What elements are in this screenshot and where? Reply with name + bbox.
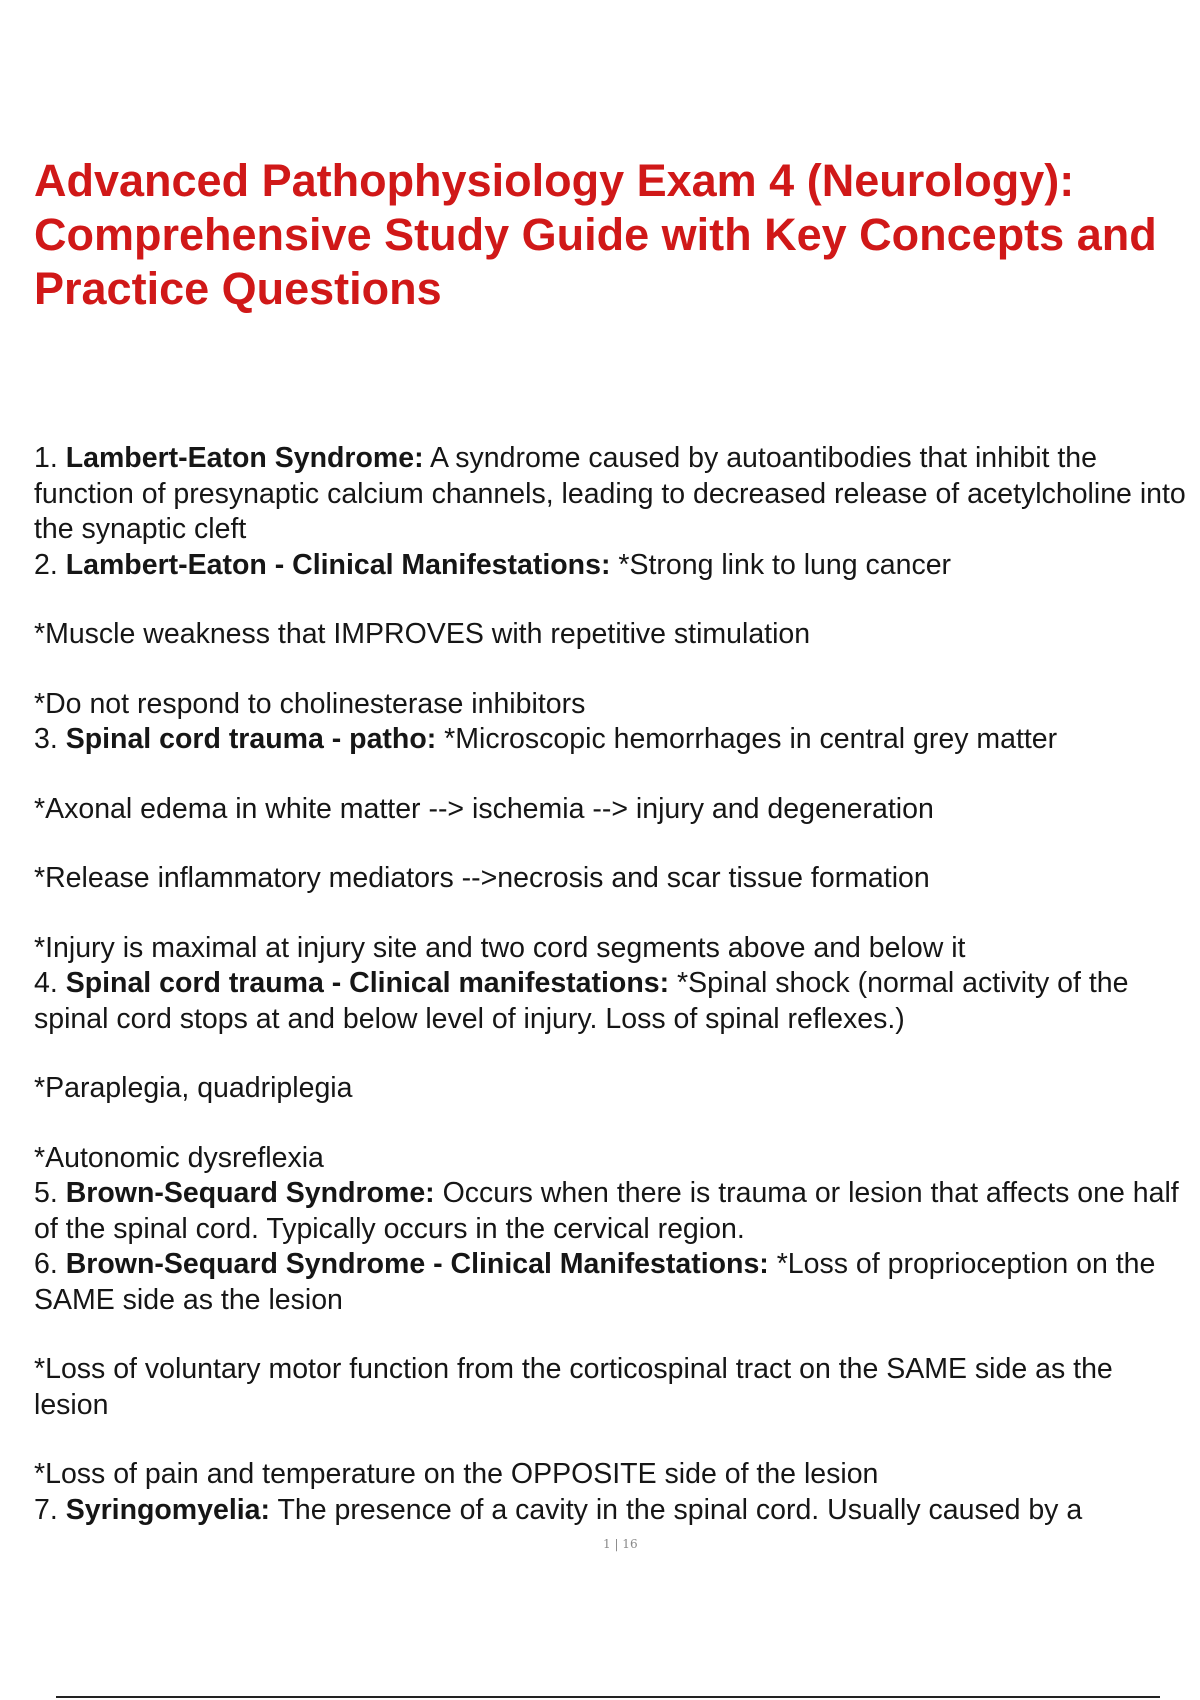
entry-detail-line: *Injury is maximal at injury site and two cord segments above and below it bbox=[34, 931, 966, 964]
entry-detail-line: *Autonomic dysreflexia bbox=[34, 1141, 324, 1174]
entry-detail-line: *Loss of voluntary motor function from the corticospinal tract on the SAME side as the lesion bbox=[34, 1353, 1113, 1421]
spacer bbox=[34, 1318, 1194, 1352]
spacer bbox=[34, 758, 1194, 792]
document-title: Advanced Pathophysiology Exam 4 (Neurology): Comprehensive Study Guide with Key Concepts and Practice Questions bbox=[34, 155, 1157, 314]
entry-number: 2. bbox=[34, 548, 58, 581]
entry-number: 6. bbox=[34, 1248, 58, 1280]
spacer bbox=[34, 583, 1194, 617]
entry-7 bbox=[34, 1493, 1194, 1529]
entry-term: Lambert-Eaton Syndrome: bbox=[65, 442, 424, 474]
page-indicator: 1 | 16 bbox=[603, 1537, 638, 1551]
entry-detail-line: *Do not respond to cholinesterase inhibitors bbox=[34, 687, 586, 720]
entry-term: Brown-Sequard Syndrome: bbox=[65, 1177, 435, 1209]
study-guide-content bbox=[34, 441, 1194, 1528]
spacer bbox=[34, 897, 1194, 931]
entry-detail-line: *Muscle weakness that IMPROVES with repetitive stimulation bbox=[34, 618, 811, 650]
entry-detail-line: *Release inflammatory mediators -->necrosis and scar tissue formation bbox=[34, 862, 930, 894]
spacer bbox=[34, 1037, 1194, 1071]
entry-term: Brown-Sequard Syndrome - Clinical Manifestations: bbox=[65, 1248, 769, 1280]
entry-definition: A syndrome caused by autoantibodies that inhibit the function of presynaptic calcium channels, leading to decreased release of acetylcholine into the synaptic cleft bbox=[34, 442, 1186, 545]
entry-detail-line: *Loss of pain and temperature on the OPPOSITE side of the lesion bbox=[34, 1458, 879, 1490]
spacer bbox=[34, 1107, 1194, 1141]
entry-number: 7. bbox=[34, 1493, 58, 1526]
entry-definition: *Strong link to lung cancer bbox=[618, 548, 952, 581]
entry-number: 4. bbox=[34, 967, 58, 999]
entry-detail-line: *Paraplegia, quadriplegia bbox=[34, 1072, 353, 1104]
spacer bbox=[34, 653, 1194, 687]
entry-definition: The presence of a cavity in the spinal cord. Usually caused by a bbox=[277, 1493, 1083, 1526]
entry-term: Spinal cord trauma - Clinical manifestations: bbox=[65, 967, 670, 999]
spacer bbox=[34, 827, 1194, 861]
footer-divider bbox=[56, 1696, 1160, 1698]
entry-definition: *Loss of proprioception on the SAME side as the lesion bbox=[34, 1248, 1156, 1316]
entry-3 bbox=[34, 722, 1194, 758]
entry-term: Lambert-Eaton - Clinical Manifestations: bbox=[65, 548, 611, 581]
entry-number: 3. bbox=[34, 723, 58, 755]
spacer bbox=[34, 1423, 1194, 1457]
entry-definition: *Spinal shock (normal activity of the spinal cord stops at and below level of injury. Loss of spinal reflexes.) bbox=[34, 967, 1129, 1035]
entry-1 bbox=[34, 441, 1194, 548]
entry-number: 1. bbox=[34, 442, 58, 474]
entry-definition: Occurs when there is trauma or lesion that affects one half of the spinal cord. Typically occurs in the cervical region. bbox=[34, 1177, 1179, 1245]
entry-4 bbox=[34, 966, 1194, 1037]
entry-term: Spinal cord trauma - patho: bbox=[65, 723, 437, 755]
entry-definition: *Microscopic hemorrhages in central grey matter bbox=[444, 723, 1058, 755]
entry-6 bbox=[34, 1247, 1194, 1318]
entry-term: Syringomyelia: bbox=[65, 1493, 271, 1526]
entry-detail-line: *Axonal edema in white matter --> ischemia --> injury and degeneration bbox=[34, 792, 934, 825]
entry-number: 5. bbox=[34, 1177, 58, 1209]
entry-5 bbox=[34, 1176, 1194, 1247]
entry-2 bbox=[34, 548, 1194, 584]
